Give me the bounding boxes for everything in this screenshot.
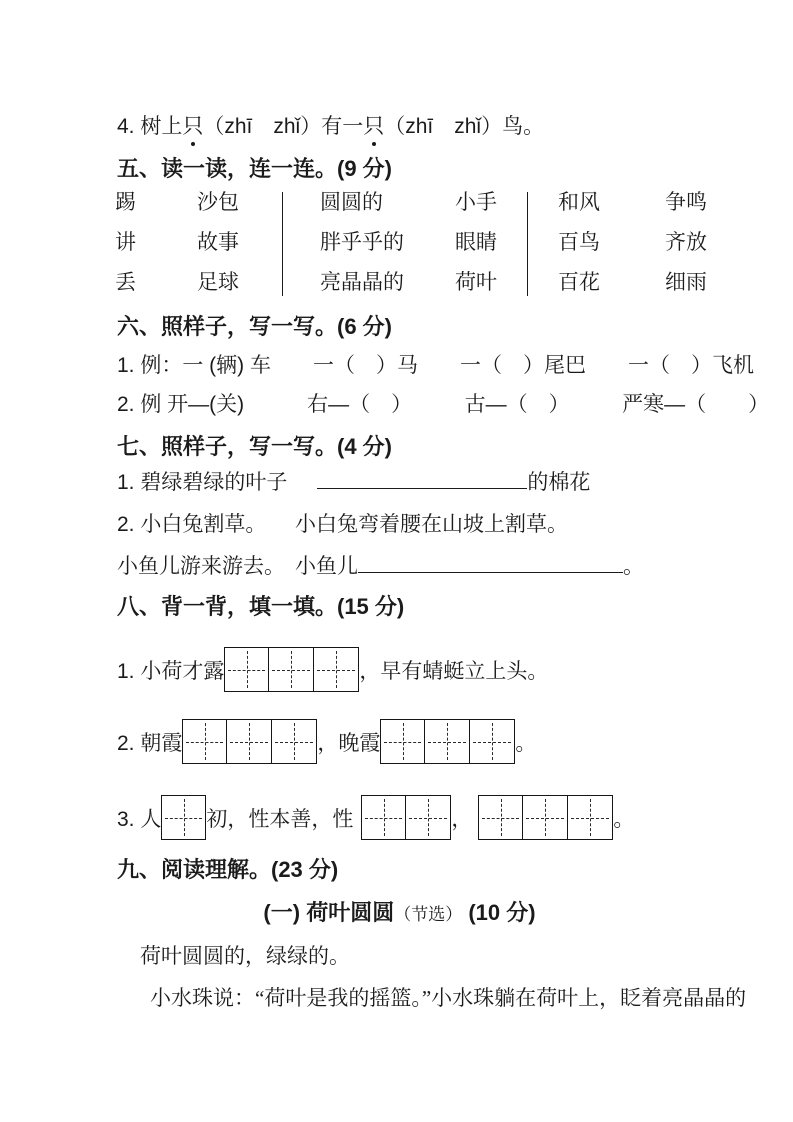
item-3-comma: ， [451, 807, 473, 831]
passage-title-text: 荷叶圆圆 [306, 900, 395, 925]
section-7-item-2 [117, 552, 644, 580]
writing-box [182, 719, 227, 764]
emphasized-char: 只 [363, 115, 385, 138]
item-1-prefix: 1. 小荷才露 [117, 659, 225, 683]
example-right: 小白兔弯着腰在山坡上割草。 [295, 513, 568, 536]
writing-grid [478, 795, 613, 840]
section-7-item-2-example [117, 512, 568, 538]
match-group2-left-column [320, 190, 404, 310]
match-item: 沙包 [197, 191, 239, 214]
match-item: 讲 [115, 231, 136, 254]
section-7-item-1 [117, 468, 590, 496]
question-4-prefix: 4. 树上 [117, 115, 183, 138]
writing-box [272, 719, 317, 764]
writing-box [161, 795, 206, 840]
match-item: 百花 [558, 271, 600, 294]
item-2-mid: 小鱼儿 [295, 554, 358, 578]
match-group3-right-column [665, 190, 707, 310]
item-1-suffix: ，早有蜻蜓立上头。 [359, 659, 549, 683]
match-item: 故事 [197, 231, 239, 254]
section-6-item-1: 1. 例：一 (辆) 车 一（ ）马 一（ ）尾巴 一（ ）飞机 [117, 354, 755, 377]
answer-blank [317, 468, 527, 489]
section-8-item-3 [117, 795, 634, 840]
writing-grid [224, 647, 359, 692]
item-2-suffix: 。 [515, 731, 537, 755]
passage-title [117, 896, 682, 927]
writing-box [227, 719, 272, 764]
match-item: 荷叶 [455, 271, 497, 294]
item-3-suffix: 。 [613, 807, 635, 831]
section-8-item-1 [117, 647, 548, 692]
match-item: 和风 [558, 191, 600, 214]
passage-paragraph-1: 荷叶圆圆的，绿绿的。 [140, 944, 350, 968]
column-divider-line [282, 192, 283, 296]
writing-box [314, 647, 359, 692]
writing-box [361, 795, 406, 840]
emphasized-char: 只 [182, 115, 204, 138]
section-8-heading: 八、背一背，填一填。(15 分) [117, 594, 405, 619]
item-2-end: 。 [623, 554, 644, 578]
match-item: 踢 [115, 191, 136, 214]
writing-box [425, 719, 470, 764]
section-9-heading: 九、阅读理解。(23 分) [117, 857, 339, 882]
question-4-line [117, 114, 544, 140]
match-group1-left-column [115, 190, 136, 310]
passage-paragraph-2: 小水珠说：“荷叶是我的摇篮。”小水珠躺在荷叶上，眨着亮晶晶的 [150, 986, 747, 1010]
matching-exercise [0, 190, 793, 302]
writing-box [568, 795, 613, 840]
match-group1-right-column [197, 190, 239, 310]
passage-title-note: （节选） [394, 905, 463, 924]
section-5-heading: 五、读一读，连一连。(9 分) [117, 156, 393, 181]
example-left: 2. 小白兔割草。 [117, 513, 267, 536]
item-2-left: 小鱼儿游来游去。 [117, 554, 285, 578]
writing-grid [361, 795, 451, 840]
match-item: 争鸣 [665, 191, 707, 214]
section-8-item-2 [117, 719, 536, 764]
question-4-mid: （zhī zhǐ）有一 [203, 115, 364, 138]
passage-title-score: (10 分) [468, 900, 536, 925]
writing-box [478, 795, 523, 840]
match-group3-left-column [558, 190, 600, 310]
item-1-tail: 的棉花 [527, 470, 591, 494]
writing-box [224, 647, 269, 692]
match-item: 胖乎乎的 [320, 231, 404, 254]
writing-box [523, 795, 568, 840]
match-item: 齐放 [665, 231, 707, 254]
item-1-example: 1. 碧绿碧绿的叶子 [117, 470, 288, 494]
writing-grid [380, 719, 515, 764]
writing-box [380, 719, 425, 764]
match-item: 亮晶晶的 [320, 271, 404, 294]
passage-title-number: (一) [263, 900, 301, 925]
match-item: 细雨 [665, 271, 707, 294]
writing-box [406, 795, 451, 840]
match-item: 眼睛 [455, 231, 497, 254]
item-2-mid: ，晚霞 [317, 731, 381, 755]
writing-box [470, 719, 515, 764]
question-4-suffix: （zhī zhǐ）鸟。 [384, 115, 545, 138]
item-3-prefix: 3. 人 [117, 807, 162, 831]
section-7-heading: 七、照样子，写一写。(4 分) [117, 434, 393, 459]
match-item: 小手 [455, 191, 497, 214]
section-6-item-2: 2. 例 开—(关) 右—（ ） 古—（ ） 严寒—（ ） [117, 393, 770, 416]
item-3-mid: 初，性本善，性 [206, 807, 354, 831]
item-2-prefix: 2. 朝霞 [117, 731, 183, 755]
writing-box [269, 647, 314, 692]
match-item: 百鸟 [558, 231, 600, 254]
writing-grid [182, 719, 317, 764]
match-item: 圆圆的 [320, 191, 383, 214]
match-group2-right-column [455, 190, 497, 310]
section-6-heading: 六、照样子，写一写。(6 分) [117, 314, 393, 339]
writing-grid [161, 795, 206, 840]
column-divider-line [527, 192, 528, 296]
match-item: 足球 [197, 271, 239, 294]
match-item: 丢 [115, 271, 136, 294]
answer-blank [358, 552, 623, 573]
